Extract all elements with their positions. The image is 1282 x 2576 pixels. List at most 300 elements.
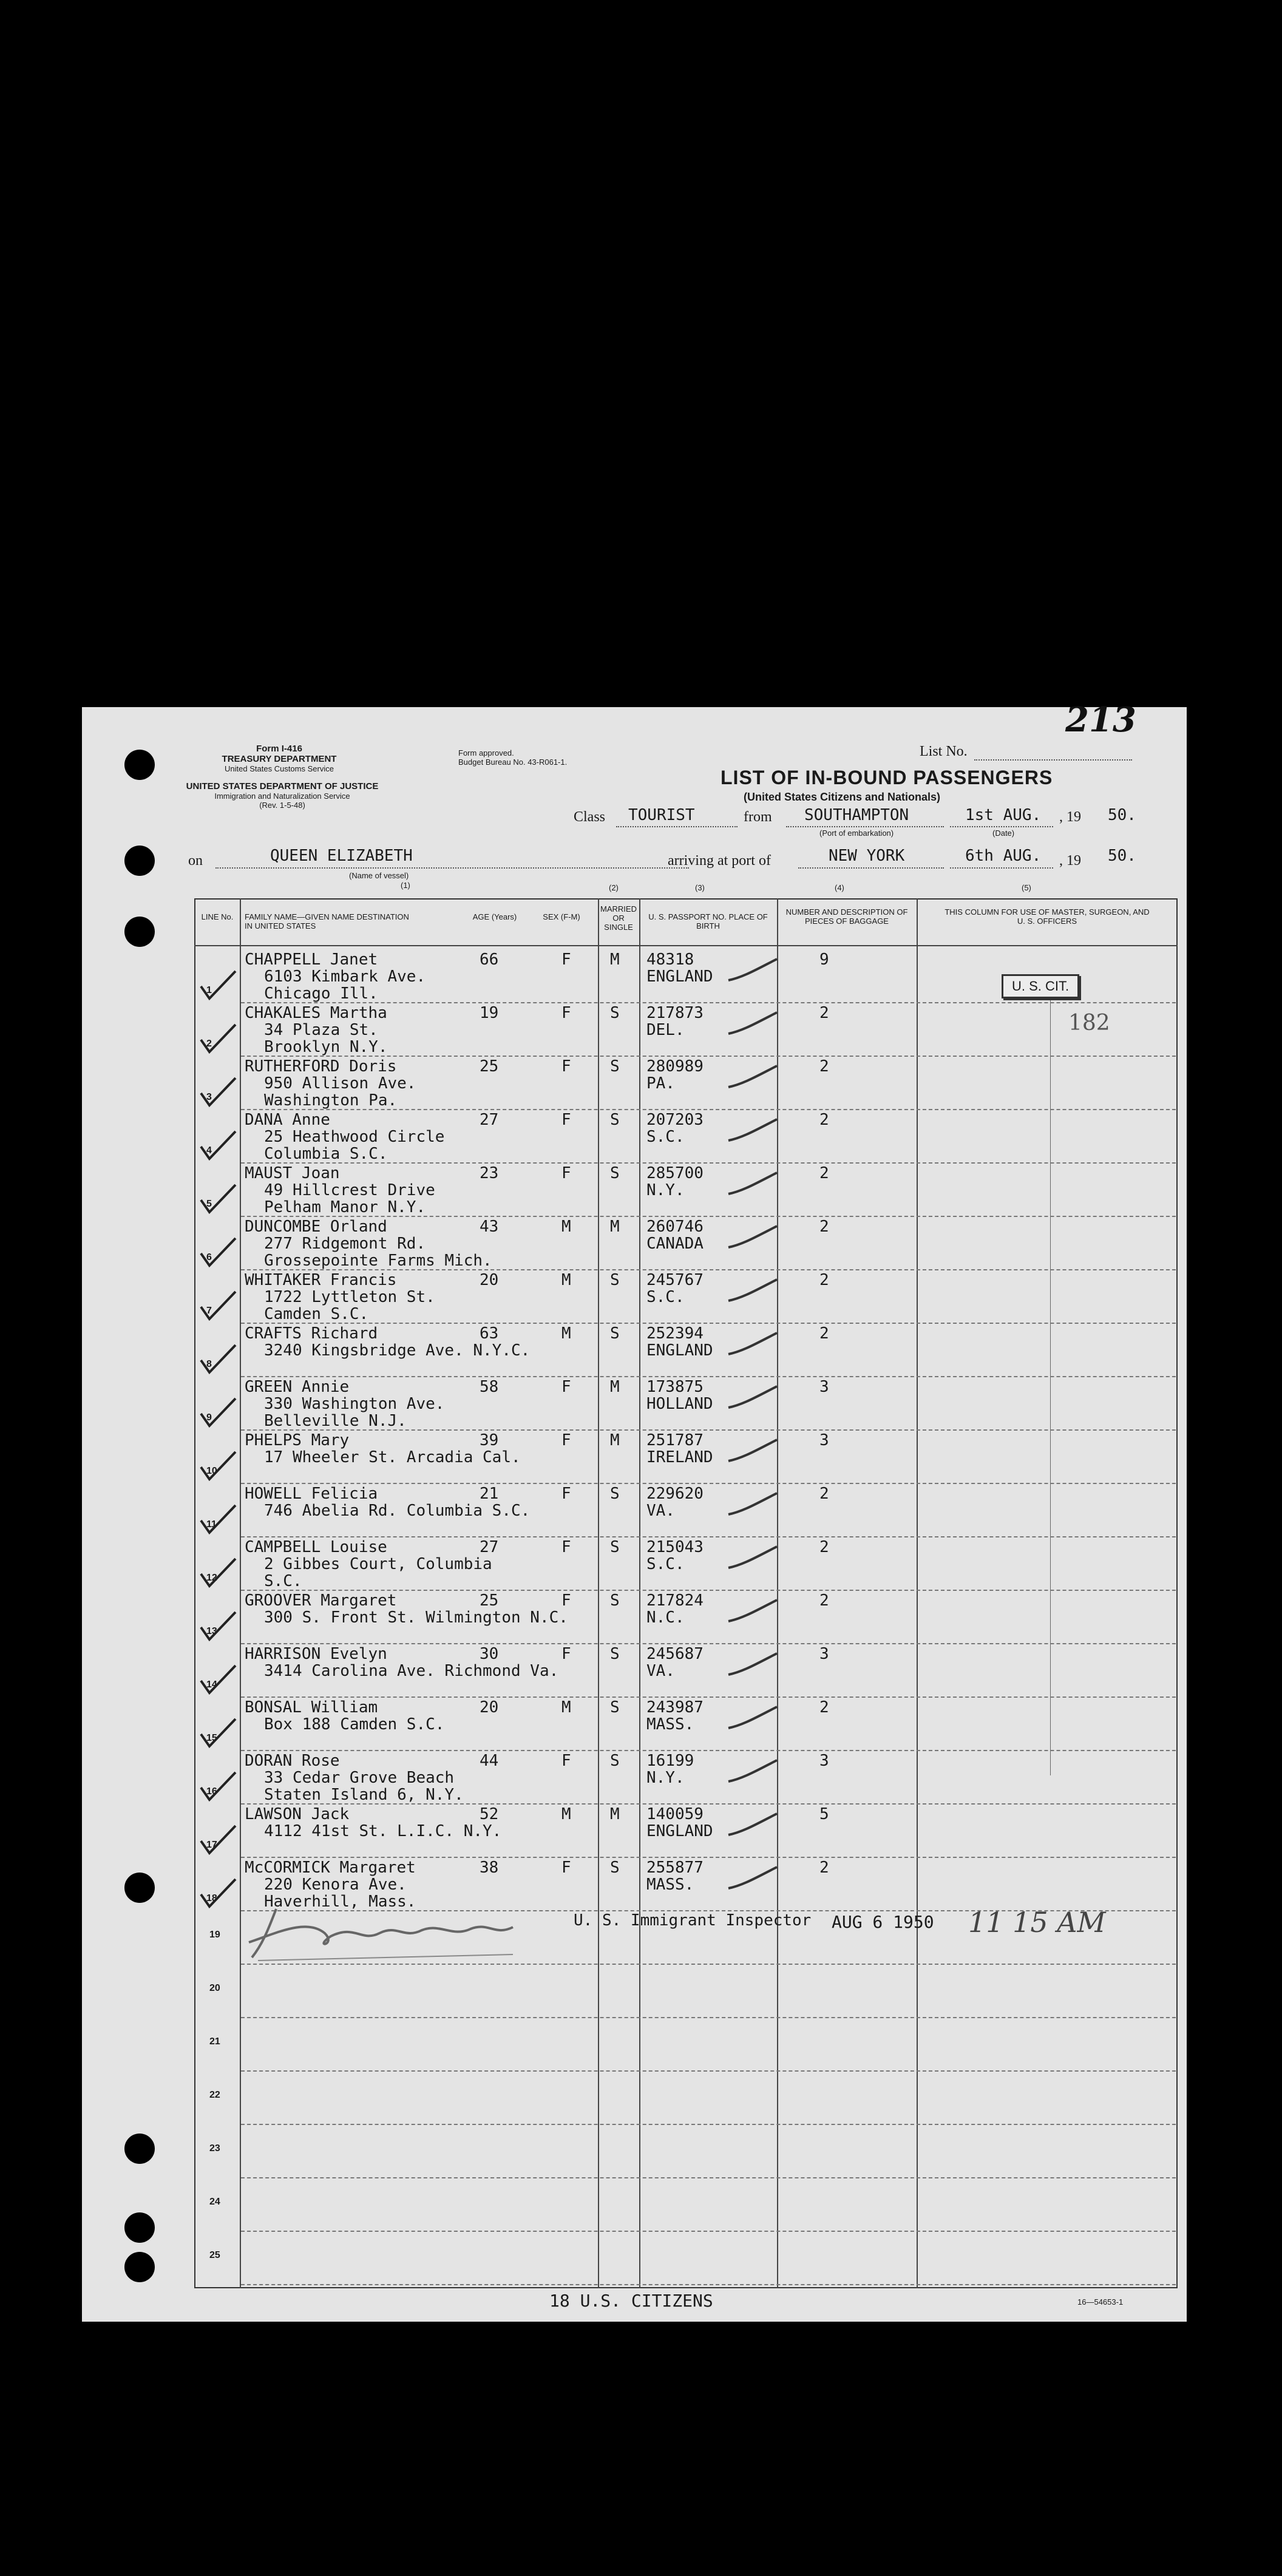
passenger-age: 27 — [480, 1111, 499, 1129]
treasury-dept: TREASURY DEPARTMENT — [222, 754, 337, 764]
passenger-age: 19 — [480, 1004, 499, 1022]
line-number: 23 — [209, 2143, 220, 2154]
line-number: 18 — [206, 1893, 217, 1903]
line-number: 1 — [206, 985, 212, 995]
punch-hole — [124, 1873, 155, 1903]
passport-check-icon — [725, 1544, 780, 1574]
passenger-name: McCORMICK Margaret — [245, 1859, 416, 1877]
line-number: 13 — [206, 1626, 217, 1636]
passenger-address: Staten Island 6, N.Y. — [264, 1786, 464, 1804]
birth-place: N.Y. — [646, 1181, 685, 1199]
passenger-address: 330 Washington Ave. — [264, 1395, 445, 1413]
col-header-officers: THIS COLUMN FOR USE OF MASTER, SURGEON, AND U. S. OFFICERS — [945, 907, 1150, 926]
baggage-count: 9 — [819, 951, 829, 969]
passenger-address: Camden S.C. — [264, 1305, 369, 1323]
row-rule — [241, 1269, 1176, 1270]
header-rule — [194, 945, 1178, 946]
col4-number: (4) — [835, 883, 844, 892]
row-rule — [241, 1429, 1176, 1431]
page-title: LIST OF IN-BOUND PASSENGERS — [721, 767, 1053, 788]
passenger-address: 33 Cedar Grove Beach — [264, 1769, 455, 1787]
passenger-sex: F — [561, 1645, 571, 1663]
passport-number: 217824 — [646, 1591, 704, 1610]
passenger-address: 3414 Carolina Ave. Richmond Va. — [264, 1662, 559, 1680]
line-number: 3 — [206, 1092, 212, 1102]
passport-check-icon — [725, 1437, 780, 1467]
passport-number: 285700 — [646, 1164, 704, 1182]
from-label: from — [744, 809, 772, 825]
passenger-name: HOWELL Felicia — [245, 1485, 378, 1503]
marital-status: S — [610, 1859, 620, 1877]
line-number: 9 — [206, 1412, 212, 1423]
passenger-name: PHELPS Mary — [245, 1431, 350, 1449]
birth-place: IRELAND — [646, 1448, 713, 1466]
passenger-sex: F — [561, 1591, 571, 1610]
check-mark-icon — [196, 1556, 239, 1592]
baggage-count: 2 — [819, 1271, 829, 1289]
passport-number: 260746 — [646, 1218, 704, 1236]
line-number: 24 — [209, 2197, 220, 2207]
line-number: 25 — [209, 2250, 220, 2260]
col-header-sex: SEX (F-M) — [543, 912, 580, 921]
passport-check-icon — [725, 956, 780, 986]
row-rule — [241, 2124, 1176, 2125]
birth-place: S.C. — [646, 1288, 685, 1306]
passenger-sex: M — [561, 1805, 571, 1823]
passenger-address: 6103 Kimbark Ave. — [264, 968, 426, 986]
date-line — [950, 826, 1053, 827]
port-embark-caption: (Port of embarkation) — [819, 829, 894, 838]
passenger-sex: F — [561, 1057, 571, 1076]
passenger-address: Chicago Ill. — [264, 985, 378, 1003]
marital-status: M — [610, 1805, 620, 1823]
birth-place: S.C. — [646, 1555, 685, 1573]
year-value: 50. — [1108, 806, 1136, 824]
col-header-name: FAMILY NAME—GIVEN NAME DESTINATION IN UNITED STATES — [245, 912, 409, 930]
passport-number: 252394 — [646, 1324, 704, 1343]
marital-status: S — [610, 1485, 620, 1503]
passenger-address: 220 Kenora Ave. — [264, 1876, 407, 1894]
marital-status: S — [610, 1057, 620, 1076]
line-number: 2 — [206, 1039, 212, 1049]
passenger-address: 277 Ridgemont Rd. — [264, 1235, 426, 1253]
passenger-name: BONSAL William — [245, 1698, 378, 1717]
row-rule — [241, 2284, 1176, 2285]
baggage-count: 2 — [819, 1111, 829, 1129]
row-rule — [241, 1696, 1176, 1698]
passenger-address: Belleville N.J. — [264, 1412, 407, 1430]
inspector-signature — [240, 1900, 677, 1967]
check-mark-icon — [196, 1449, 239, 1485]
passport-number: 245687 — [646, 1645, 704, 1663]
baggage-count: 2 — [819, 1698, 829, 1717]
passenger-address: Haverhill, Mass. — [264, 1893, 416, 1911]
passport-check-icon — [725, 1330, 780, 1360]
marital-status: S — [610, 1645, 620, 1663]
passenger-name: DUNCOMBE Orland — [245, 1218, 387, 1236]
vessel-caption: (Name of vessel) — [349, 871, 409, 880]
passport-check-icon — [725, 1704, 780, 1734]
row-rule — [241, 2070, 1176, 2072]
punch-hole — [124, 2134, 155, 2164]
birth-place: ENGLAND — [646, 1822, 713, 1840]
passenger-name: MAUST Joan — [245, 1164, 340, 1182]
passenger-name: RUTHERFORD Doris — [245, 1057, 397, 1076]
passenger-address: 950 Allison Ave. — [264, 1074, 416, 1093]
col-header-age: AGE (Years) — [472, 912, 517, 921]
punch-hole — [124, 2252, 155, 2282]
passenger-age: 38 — [480, 1859, 499, 1877]
passport-check-icon — [725, 1383, 780, 1414]
passenger-address: 4112 41st St. L.I.C. N.Y. — [264, 1822, 502, 1840]
check-mark-icon — [196, 1823, 239, 1859]
ins-service: Immigration and Naturalization Service — [214, 791, 350, 801]
line-number: 4 — [206, 1145, 212, 1156]
passenger-address: Grossepointe Farms Mich. — [264, 1252, 492, 1270]
passenger-sex: F — [561, 1378, 571, 1396]
budget-bureau: Budget Bureau No. 43-R061-1. — [458, 758, 568, 767]
year-value-2: 50. — [1108, 847, 1136, 865]
justice-header — [185, 781, 379, 810]
birth-place: S.C. — [646, 1128, 685, 1146]
row-rule — [241, 2017, 1176, 2018]
baggage-count: 2 — [819, 1324, 829, 1343]
marital-status: M — [610, 951, 620, 969]
passport-check-icon — [725, 1063, 780, 1093]
passenger-sex: F — [561, 1859, 571, 1877]
punch-hole — [124, 917, 155, 947]
birth-place: ENGLAND — [646, 968, 713, 986]
col-divider — [598, 898, 599, 2288]
birth-place: CANADA — [646, 1235, 704, 1253]
inspector-time: 11 15 AM — [968, 1906, 1106, 1939]
passenger-address: 1722 Lyttleton St. — [264, 1288, 435, 1306]
baggage-count: 5 — [819, 1805, 829, 1823]
line-number: 15 — [206, 1733, 217, 1743]
passport-check-icon — [725, 1170, 780, 1200]
footer-code: 16—54653-1 — [1077, 2297, 1124, 2307]
passenger-sex: F — [561, 1538, 571, 1556]
passenger-address: 2 Gibbes Court, Columbia — [264, 1555, 492, 1573]
passenger-address: 746 Abelia Rd. Columbia S.C. — [264, 1502, 531, 1520]
line-number: 22 — [209, 2090, 220, 2100]
col-header-line: LINE No. — [201, 912, 234, 921]
baggage-count: 2 — [819, 1859, 829, 1877]
passenger-age: 27 — [480, 1538, 499, 1556]
passenger-sex: M — [561, 1324, 571, 1343]
marital-status: S — [610, 1538, 620, 1556]
passport-number: 215043 — [646, 1538, 704, 1556]
passport-check-icon — [725, 1597, 780, 1627]
check-mark-icon — [196, 1075, 239, 1111]
line-number: 19 — [209, 1930, 220, 1940]
row-rule — [241, 1536, 1176, 1537]
birth-place: N.Y. — [646, 1769, 685, 1787]
line-number: 12 — [206, 1573, 217, 1583]
row-rule — [241, 1643, 1176, 1644]
baggage-count: 2 — [819, 1218, 829, 1236]
line-number: 8 — [206, 1359, 212, 1369]
vessel-name: QUEEN ELIZABETH — [270, 847, 413, 865]
baggage-count: 2 — [819, 1004, 829, 1022]
passenger-name: GROOVER Margaret — [245, 1591, 397, 1610]
passport-number: 229620 — [646, 1485, 704, 1503]
check-mark-icon — [196, 1022, 239, 1058]
passenger-age: 44 — [480, 1752, 499, 1770]
baggage-count: 2 — [819, 1057, 829, 1076]
line-number: 20 — [209, 1983, 220, 1993]
form-approval — [458, 748, 567, 767]
marital-status: S — [610, 1271, 620, 1289]
col-divider — [917, 898, 918, 2288]
birth-place: MASS. — [646, 1876, 694, 1894]
arriving-label: arriving at port of — [668, 853, 771, 869]
passenger-name: DORAN Rose — [245, 1752, 340, 1770]
col5-number: (5) — [1022, 883, 1031, 892]
passenger-age: 21 — [480, 1485, 499, 1503]
col-header-married: MARRIED OR SINGLE — [600, 904, 637, 932]
passenger-name: CHAKALES Martha — [245, 1004, 387, 1022]
passenger-address: Columbia S.C. — [264, 1145, 388, 1163]
passenger-sex: M — [561, 1218, 571, 1236]
passenger-age: 20 — [480, 1698, 499, 1717]
marital-status: S — [610, 1164, 620, 1182]
passenger-sex: F — [561, 1752, 571, 1770]
arrival-line — [798, 867, 944, 869]
passport-number: 251787 — [646, 1431, 704, 1449]
class-value: TOURIST — [628, 806, 695, 824]
birth-place: ENGLAND — [646, 1341, 713, 1360]
form-header — [188, 744, 370, 773]
page-subtitle: (United States Citizens and Nationals) — [744, 791, 941, 803]
check-mark-icon — [196, 1502, 239, 1539]
passenger-name: CRAFTS Richard — [245, 1324, 378, 1343]
line-number: 7 — [206, 1306, 212, 1316]
list-no-label: List No. — [920, 744, 968, 759]
passport-check-icon — [725, 1223, 780, 1253]
footer-total: 18 U.S. CITIZENS — [549, 2291, 713, 2311]
row-rule — [241, 1109, 1176, 1110]
form-number: Form I-416 — [256, 744, 302, 754]
vessel-line — [215, 867, 689, 869]
marital-status: S — [610, 1698, 620, 1717]
marital-status: M — [610, 1378, 620, 1396]
passenger-sex: F — [561, 1004, 571, 1022]
passenger-name: CAMPBELL Louise — [245, 1538, 387, 1556]
passport-check-icon — [725, 1811, 780, 1841]
check-mark-icon — [196, 1235, 239, 1272]
check-mark-icon — [196, 1609, 239, 1646]
passport-number: 280989 — [646, 1057, 704, 1076]
passport-number: 217873 — [646, 1004, 704, 1022]
passenger-address: 17 Wheeler St. Arcadia Cal. — [264, 1448, 521, 1466]
line-number: 11 — [206, 1519, 217, 1530]
line-number: 6 — [206, 1252, 212, 1263]
from-line — [786, 826, 944, 827]
col-divider — [240, 898, 241, 2288]
passport-check-icon — [725, 1116, 780, 1147]
customs-service: United States Customs Service — [225, 764, 334, 773]
embarkation-port: SOUTHAMPTON — [804, 806, 909, 824]
row-rule — [241, 1216, 1176, 1217]
baggage-count: 2 — [819, 1485, 829, 1503]
passenger-address: 3240 Kingsbridge Ave. N.Y.C. — [264, 1341, 531, 1360]
list-no-line — [974, 759, 1132, 761]
baggage-count: 2 — [819, 1538, 829, 1556]
marital-status: S — [610, 1752, 620, 1770]
passenger-age: 25 — [480, 1057, 499, 1076]
row-rule — [241, 1803, 1176, 1805]
baggage-count: 3 — [819, 1431, 829, 1449]
birth-place: VA. — [646, 1502, 675, 1520]
date-caption: (Date) — [992, 829, 1015, 838]
row-rule — [241, 1376, 1176, 1377]
baggage-count: 2 — [819, 1164, 829, 1182]
birth-place: PA. — [646, 1074, 675, 1093]
year-prefix-2: , 19 — [1059, 853, 1081, 869]
departure-date: 1st AUG. — [965, 806, 1042, 824]
row-rule — [241, 1590, 1176, 1591]
passenger-address: Box 188 Camden S.C. — [264, 1715, 445, 1734]
passport-check-icon — [725, 1009, 780, 1040]
passenger-age: 39 — [480, 1431, 499, 1449]
inspector-label: U. S. Immigrant Inspector — [574, 1911, 812, 1930]
passenger-address: Pelham Manor N.Y. — [264, 1198, 426, 1216]
passenger-address: 49 Hillcrest Drive — [264, 1181, 435, 1199]
passenger-address: 25 Heathwood Circle — [264, 1128, 445, 1146]
line-number: 14 — [206, 1679, 217, 1690]
col-divider — [777, 898, 778, 2288]
passport-number: 243987 — [646, 1698, 704, 1717]
passenger-age: 63 — [480, 1324, 499, 1343]
marital-status: M — [610, 1431, 620, 1449]
baggage-count: 3 — [819, 1645, 829, 1663]
passenger-name: HARRISON Evelyn — [245, 1645, 387, 1663]
officer-note: 182 — [1068, 1011, 1110, 1035]
line-number: 5 — [206, 1199, 212, 1209]
arrival-port: NEW YORK — [829, 847, 905, 865]
punch-hole — [124, 2212, 155, 2243]
passenger-name: GREEN Annie — [245, 1378, 350, 1396]
check-mark-icon — [196, 1395, 239, 1432]
passenger-address: Brooklyn N.Y. — [264, 1038, 388, 1056]
birth-place: VA. — [646, 1662, 675, 1680]
form-approved: Form approved. — [458, 748, 514, 758]
class-line — [616, 826, 738, 827]
passenger-sex: F — [561, 1485, 571, 1503]
passenger-age: 52 — [480, 1805, 499, 1823]
check-mark-icon — [196, 1716, 239, 1752]
check-mark-icon — [196, 1876, 239, 1913]
line-number: 10 — [206, 1466, 217, 1476]
passenger-sex: F — [561, 1111, 571, 1129]
row-rule — [241, 1162, 1176, 1164]
birth-place: DEL. — [646, 1021, 685, 1039]
row-rule — [241, 1323, 1176, 1324]
passport-number: 140059 — [646, 1805, 704, 1823]
passenger-age: 30 — [480, 1645, 499, 1663]
passenger-age: 43 — [480, 1218, 499, 1236]
baggage-count: 3 — [819, 1752, 829, 1770]
line-number: 16 — [206, 1786, 217, 1797]
check-mark-icon — [196, 1663, 239, 1699]
on-label: on — [188, 853, 203, 869]
passenger-age: 20 — [480, 1271, 499, 1289]
passenger-sex: M — [561, 1271, 571, 1289]
line-number: 21 — [209, 2036, 220, 2047]
row-rule — [241, 1857, 1176, 1858]
baggage-count: 3 — [819, 1378, 829, 1396]
marital-status: S — [610, 1324, 620, 1343]
passport-number: 16199 — [646, 1752, 694, 1770]
row-rule — [241, 2177, 1176, 2178]
marital-status: S — [610, 1591, 620, 1610]
marital-status: M — [610, 1218, 620, 1236]
check-mark-icon — [196, 1182, 239, 1218]
col-header-passport: U. S. PASSPORT NO. PLACE OF BIRTH — [648, 912, 768, 930]
passport-number: 255877 — [646, 1859, 704, 1877]
passenger-age: 58 — [480, 1378, 499, 1396]
row-rule — [241, 1056, 1176, 1057]
passenger-name: CHAPPELL Janet — [245, 951, 378, 969]
arrival-date-line — [950, 867, 1053, 869]
passenger-age: 23 — [480, 1164, 499, 1182]
col-header-baggage: NUMBER AND DESCRIPTION OF PIECES OF BAGGAGE — [785, 907, 908, 926]
row-rule — [241, 1483, 1176, 1484]
passenger-age: 66 — [480, 951, 499, 969]
arrival-date: 6th AUG. — [965, 847, 1042, 865]
passenger-address: S.C. — [264, 1572, 302, 1590]
passport-number: 48318 — [646, 951, 694, 969]
row-rule — [241, 1002, 1176, 1003]
check-mark-icon — [196, 1128, 239, 1165]
passport-number: 207203 — [646, 1111, 704, 1129]
passenger-address: 34 Plaza St. — [264, 1021, 378, 1039]
passenger-name: WHITAKER Francis — [245, 1271, 397, 1289]
us-citizen-stamp: U. S. CIT. — [1002, 974, 1079, 998]
passenger-sex: F — [561, 1164, 571, 1182]
row-rule — [241, 1750, 1176, 1751]
justice-dept: UNITED STATES DEPARTMENT OF JUSTICE — [186, 781, 379, 791]
passport-check-icon — [725, 1276, 780, 1307]
passenger-sex: F — [561, 1431, 571, 1449]
passport-number: 245767 — [646, 1271, 704, 1289]
col1-number: (1) — [401, 881, 410, 890]
passenger-name: DANA Anne — [245, 1111, 330, 1129]
passenger-address: Washington Pa. — [264, 1091, 398, 1110]
check-mark-icon — [196, 1289, 239, 1325]
class-label: Class — [574, 809, 606, 825]
year-prefix: , 19 — [1059, 809, 1081, 825]
passenger-name: LAWSON Jack — [245, 1805, 350, 1823]
marital-status: S — [610, 1004, 620, 1022]
passport-check-icon — [725, 1864, 780, 1894]
manifest-page — [82, 700, 1187, 2322]
baggage-count: 2 — [819, 1591, 829, 1610]
passport-check-icon — [725, 1650, 780, 1681]
passport-number: 173875 — [646, 1378, 704, 1396]
check-mark-icon — [196, 1769, 239, 1806]
birth-place: N.C. — [646, 1608, 685, 1627]
form-revision: (Rev. 1-5-48) — [259, 801, 305, 810]
marital-status: S — [610, 1111, 620, 1129]
punch-hole — [124, 750, 155, 780]
col2-number: (2) — [609, 883, 619, 892]
line-number: 17 — [206, 1840, 217, 1850]
passenger-address: 300 S. Front St. Wilmington N.C. — [264, 1608, 568, 1627]
punch-hole — [124, 846, 155, 876]
passenger-age: 25 — [480, 1591, 499, 1610]
